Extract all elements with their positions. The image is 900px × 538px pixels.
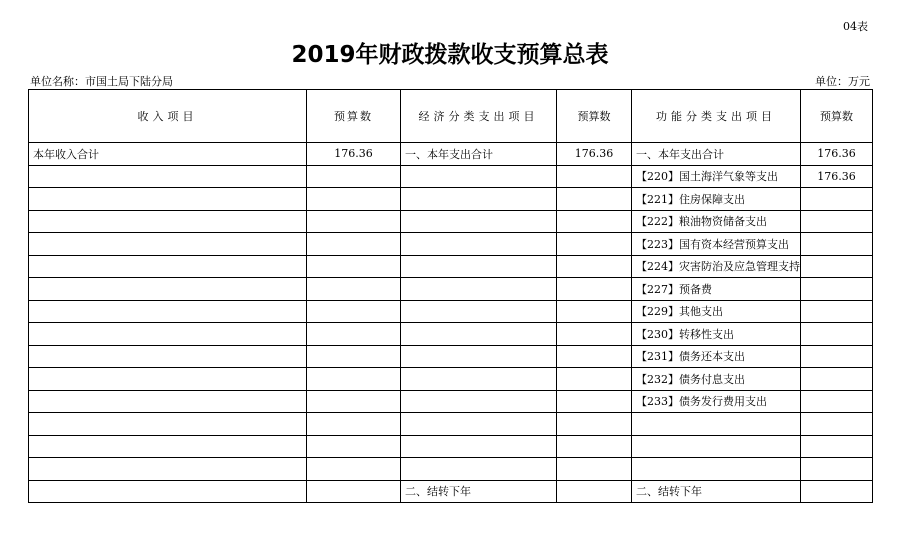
header-budget-amount: 预算数 — [557, 90, 632, 143]
table-row — [29, 143, 873, 166]
table-cell — [557, 413, 632, 436]
table-cell — [307, 368, 401, 391]
table-cell: 176.36 — [307, 143, 401, 166]
table-cell — [801, 210, 873, 233]
table-cell: 一、本年支出合计 — [401, 143, 557, 166]
table-cell — [557, 255, 632, 278]
table-cell — [557, 368, 632, 391]
table-cell — [29, 188, 307, 211]
table-cell — [801, 480, 873, 503]
table-row — [29, 368, 873, 391]
table-cell — [557, 278, 632, 301]
table-cell: 一、本年支出合计 — [632, 143, 801, 166]
table-cell: 【231】债务还本支出 — [632, 345, 801, 368]
table-cell — [401, 233, 557, 256]
table-cell: 【224】灾害防治及应急管理支持 — [632, 255, 801, 278]
table-cell — [29, 300, 307, 323]
table-cell — [29, 278, 307, 301]
table-cell — [307, 435, 401, 458]
table-cell: 【233】债务发行费用支出 — [632, 390, 801, 413]
table-row — [29, 458, 873, 481]
table-cell — [557, 300, 632, 323]
table-cell — [401, 210, 557, 233]
table-row — [29, 345, 873, 368]
table-cell: 【223】国有资本经营预算支出 — [632, 233, 801, 256]
table-cell: 【222】粮油物资储备支出 — [632, 210, 801, 233]
table-cell — [557, 390, 632, 413]
table-cell — [401, 278, 557, 301]
table-cell — [557, 345, 632, 368]
table-row — [29, 300, 873, 323]
table-row — [29, 390, 873, 413]
header-row — [29, 90, 873, 143]
table-cell — [29, 210, 307, 233]
table-cell — [801, 458, 873, 481]
table-cell — [307, 233, 401, 256]
table-row — [29, 323, 873, 346]
table-row — [29, 255, 873, 278]
table-cell — [307, 210, 401, 233]
header-budget-amount: 预算数 — [307, 90, 401, 143]
table-cell — [557, 480, 632, 503]
table-cell — [29, 165, 307, 188]
table-cell — [801, 413, 873, 436]
table-row — [29, 165, 873, 188]
table-cell — [29, 255, 307, 278]
currency-unit: 单位：万元 — [815, 75, 870, 88]
table-cell — [307, 188, 401, 211]
table-cell — [557, 323, 632, 346]
table-cell — [557, 165, 632, 188]
table-cell — [801, 368, 873, 391]
table-cell — [29, 345, 307, 368]
table-cell — [557, 210, 632, 233]
table-cell — [557, 233, 632, 256]
table-cell — [801, 435, 873, 458]
table-cell — [29, 435, 307, 458]
unit-name: 单位名称：市国土局下陆分局 — [30, 75, 173, 88]
table-cell — [801, 345, 873, 368]
table-cell — [632, 435, 801, 458]
page-title: 2019年财政拨款收支预算总表 — [291, 42, 609, 68]
table-row — [29, 278, 873, 301]
table-row — [29, 210, 873, 233]
table-cell — [29, 233, 307, 256]
table-cell: 【232】债务付息支出 — [632, 368, 801, 391]
table-cell — [307, 345, 401, 368]
table-cell — [557, 458, 632, 481]
header-functional-item: 功能分类支出项目 — [632, 90, 801, 143]
table-cell — [632, 458, 801, 481]
table-cell — [401, 188, 557, 211]
table-cell — [557, 188, 632, 211]
table-cell — [401, 458, 557, 481]
table-cell — [307, 165, 401, 188]
table-cell — [801, 300, 873, 323]
table-row — [29, 413, 873, 436]
table-cell: 176.36 — [557, 143, 632, 166]
table-row — [29, 435, 873, 458]
table-cell: 【221】住房保障支出 — [632, 188, 801, 211]
table-cell: 本年收入合计 — [29, 143, 307, 166]
table-cell — [307, 278, 401, 301]
table-row — [29, 480, 873, 503]
table-cell — [401, 435, 557, 458]
table-cell: 二、结转下年 — [401, 480, 557, 503]
table-cell: 176.36 — [801, 143, 873, 166]
header-economic-item: 经济分类支出项目 — [401, 90, 557, 143]
table-cell — [632, 413, 801, 436]
table-cell — [401, 300, 557, 323]
table-cell — [801, 278, 873, 301]
table-cell: 【220】国土海洋气象等支出 — [632, 165, 801, 188]
table-cell — [801, 390, 873, 413]
budget-table — [28, 89, 873, 503]
table-cell — [307, 458, 401, 481]
table-cell — [307, 390, 401, 413]
table-cell — [401, 255, 557, 278]
header-budget-amount: 预算数 — [801, 90, 873, 143]
table-cell — [801, 255, 873, 278]
table-cell: 二、结转下年 — [632, 480, 801, 503]
table-cell — [557, 435, 632, 458]
table-cell — [29, 413, 307, 436]
table-cell — [29, 480, 307, 503]
table-cell: 【230】转移性支出 — [632, 323, 801, 346]
table-cell — [401, 413, 557, 436]
table-cell — [801, 323, 873, 346]
table-cell: 176.36 — [801, 165, 873, 188]
table-cell — [401, 165, 557, 188]
table-cell — [307, 323, 401, 346]
table-cell — [307, 413, 401, 436]
table-cell — [307, 480, 401, 503]
table-cell: 【227】预备费 — [632, 278, 801, 301]
table-cell — [801, 233, 873, 256]
table-cell — [29, 458, 307, 481]
form-code: 04表 — [843, 20, 868, 33]
table-cell — [29, 323, 307, 346]
table-row — [29, 233, 873, 256]
table-cell — [801, 188, 873, 211]
table-cell — [401, 323, 557, 346]
table-cell: 【229】其他支出 — [632, 300, 801, 323]
table-cell — [401, 368, 557, 391]
table-cell — [307, 300, 401, 323]
header-income-item: 收入项目 — [29, 90, 307, 143]
table-cell — [401, 345, 557, 368]
table-cell — [401, 390, 557, 413]
table-cell — [29, 368, 307, 391]
table-cell — [29, 390, 307, 413]
table-cell — [307, 255, 401, 278]
table-row — [29, 188, 873, 211]
